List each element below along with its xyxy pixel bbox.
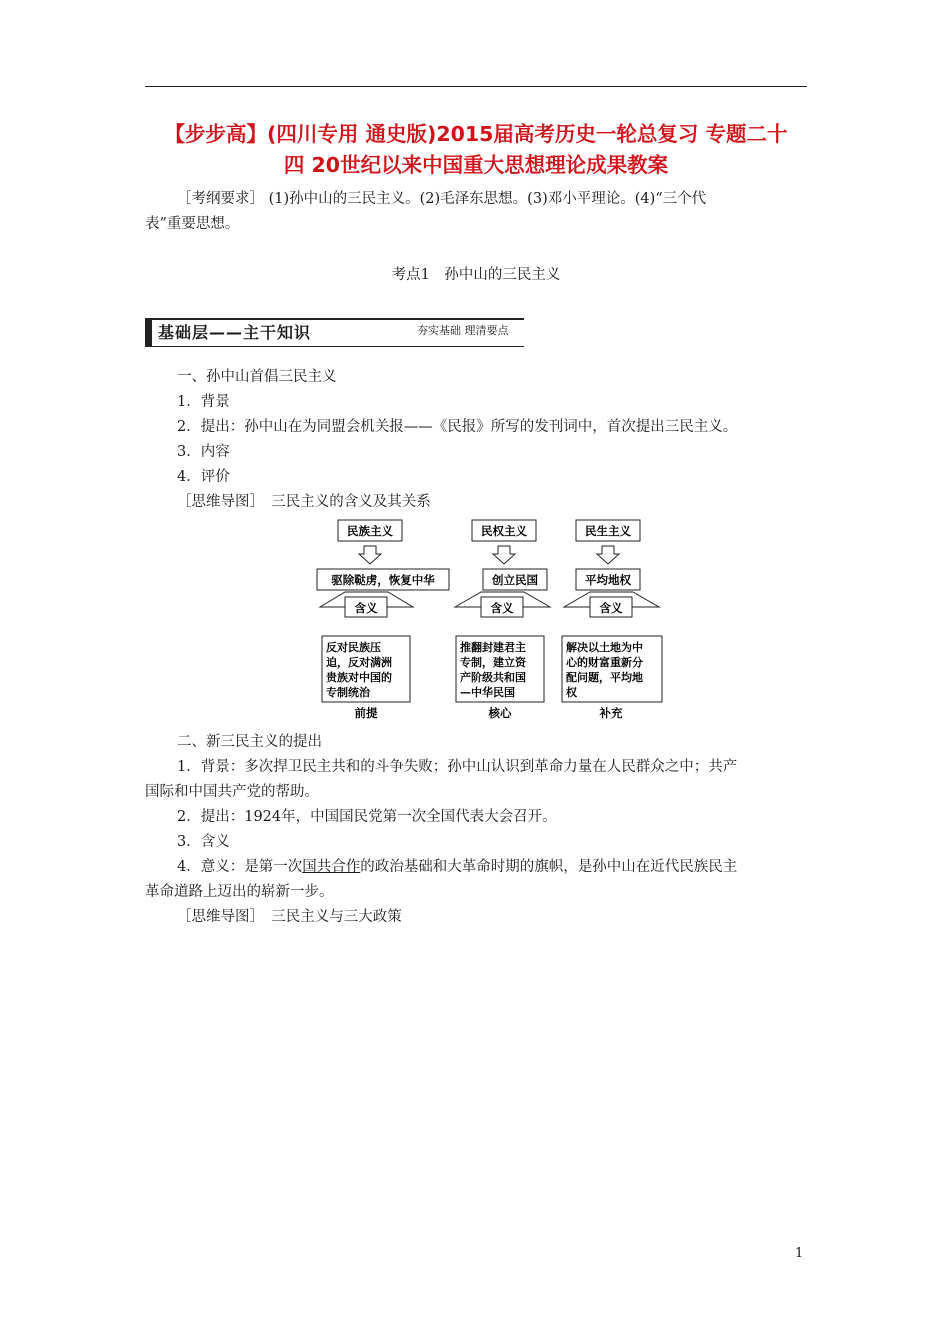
section2-background-line-1: 1．背景：多次捍卫民主共和的斗争失败；孙中山认识到革命力量在人民群众之中；共产 <box>177 759 738 775</box>
node-democracy-meaning-3: 产阶级共和国 <box>460 671 526 684</box>
node-nationalism-meaning-3: 贵族对中国的 <box>326 671 392 684</box>
node-livelihood-meaning-2: 心的财富重新分 <box>566 656 643 669</box>
node-livelihood-slogan: 平均地权 <box>585 573 631 587</box>
node-nationalism-role: 前提 <box>354 706 378 720</box>
node-democracy-meaning-1: 推翻封建君主 <box>460 641 526 654</box>
topic-heading: 考点1 孙中山的三民主义 <box>391 267 561 283</box>
node-nationalism-meaning-label: 含义 <box>354 601 378 615</box>
section2-heading: 二、新三民主义的提出 <box>177 734 322 750</box>
three-principles-diagram <box>300 512 680 724</box>
section1-item-3: 3．内容 <box>177 444 230 460</box>
node-democracy-meaning-2: 专制，建立资 <box>460 656 526 669</box>
down-arrow-icon <box>359 546 381 564</box>
down-arrow-icon <box>597 546 619 564</box>
node-nationalism-meaning-2: 迫，反对满洲 <box>326 656 392 669</box>
significance-underlined-term: 国共合作 <box>302 859 361 875</box>
title-line-2: 四 20世纪以来中国重大思想理论成果教案 <box>283 153 669 177</box>
section2-significance-line-1 <box>177 855 737 880</box>
node-democracy-meaning-label: 含义 <box>490 601 514 615</box>
section2-background-line-2: 国际和中国共产党的帮助。 <box>145 784 319 800</box>
significance-prefix: 4．意义：是第一次 <box>177 859 303 875</box>
significance-suffix: 的政治基础和大革命时期的旗帜，是孙中山在近代民族民主 <box>360 859 738 875</box>
requirements-line-2: 表”重要思想。 <box>145 216 240 232</box>
section1-item-4: 4．评价 <box>177 469 230 485</box>
mindmap-label-1: ［思维导图］ 三民主义的含义及其关系 <box>177 494 431 510</box>
section-banner <box>145 318 524 347</box>
section2-significance-line-2: 革命道路上迈出的崭新一步。 <box>145 884 334 900</box>
node-livelihood-meaning-label: 含义 <box>599 601 623 615</box>
banner-subtitle: 夯实基础 理清要点 <box>417 324 509 337</box>
node-nationalism-meaning-1: 反对民族压 <box>326 641 381 654</box>
node-livelihood: 民生主义 <box>585 524 631 538</box>
banner-bar <box>145 320 152 346</box>
node-livelihood-meaning-1: 解决以土地为中 <box>566 641 643 654</box>
section2-proposal: 2．提出：1924年，中国国民党第一次全国代表大会召开。 <box>177 809 557 825</box>
node-democracy-role: 核心 <box>488 706 512 720</box>
node-democracy-meaning-4: —中华民国 <box>460 686 515 699</box>
page-number: 1 <box>795 1246 804 1261</box>
node-livelihood-meaning-3: 配问题，平均地 <box>566 671 643 684</box>
banner-title: 基础层——主干知识 <box>158 323 312 342</box>
diagram-column-livelihood <box>562 520 662 720</box>
diagram-column-democracy <box>455 520 550 720</box>
requirements-line-1: ［考纲要求］ (1)孙中山的三民主义。(2)毛泽东思想。(3)邓小平理论。(4)“三个代 <box>177 191 707 207</box>
node-nationalism-slogan: 驱除鞑虏，恢复中华 <box>331 573 435 587</box>
node-nationalism-meaning-4: 专制统治 <box>326 686 370 699</box>
header-rule <box>145 86 807 87</box>
section2-meaning: 3．含义 <box>177 834 230 850</box>
mindmap-label-2: ［思维导图］ 三民主义与三大政策 <box>177 909 402 925</box>
node-democracy-slogan: 创立民国 <box>492 573 538 587</box>
section1-item-2: 2．提出：孙中山在为同盟会机关报——《民报》所写的发刊词中，首次提出三民主义。 <box>177 419 738 435</box>
title-line-1: 【步步高】(四川专用 通史版)2015届高考历史一轮总复习 专题二十 <box>164 122 788 146</box>
node-nationalism: 民族主义 <box>347 524 393 538</box>
node-democracy: 民权主义 <box>481 524 527 538</box>
node-livelihood-role: 补充 <box>599 706 623 720</box>
down-arrow-icon <box>493 546 515 564</box>
section1-item-1: 1．背景 <box>177 394 230 410</box>
section1-heading: 一、孙中山首倡三民主义 <box>177 369 337 385</box>
node-livelihood-meaning-4: 权 <box>566 686 577 699</box>
document-title <box>145 119 807 181</box>
diagram-column-nationalism <box>317 520 449 720</box>
